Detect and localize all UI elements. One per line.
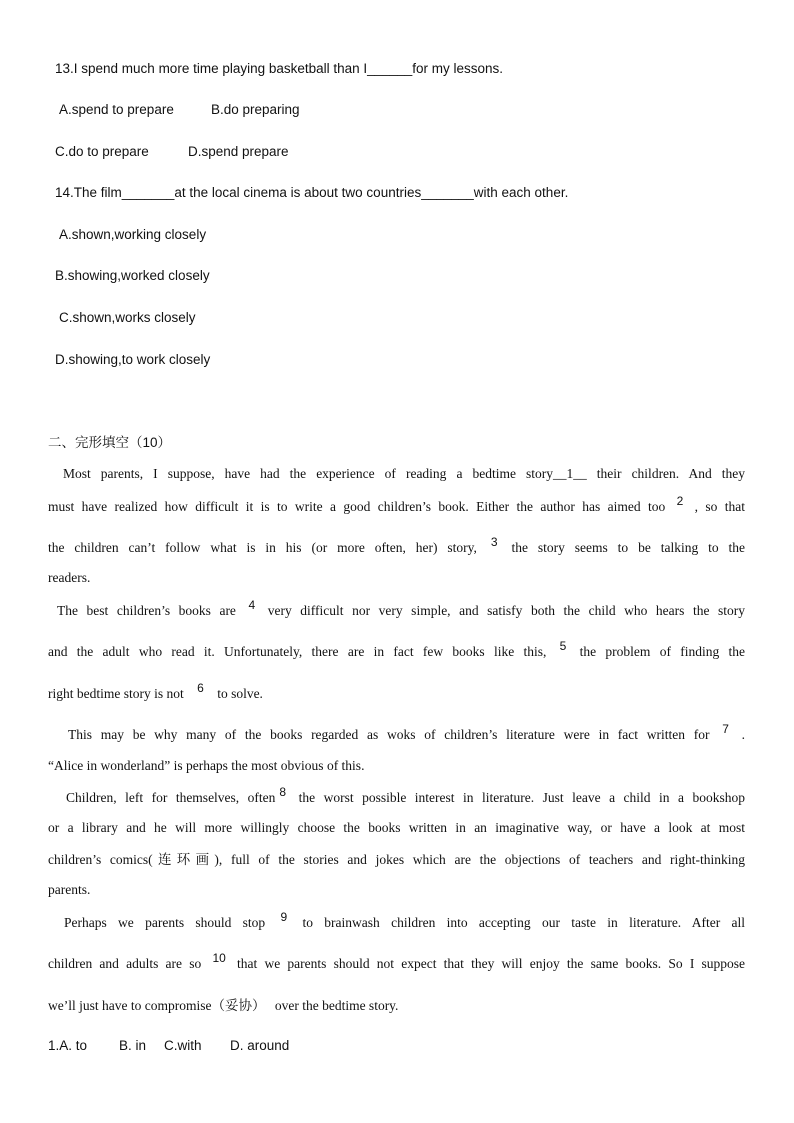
question-13-option-d: D.spend prepare	[188, 144, 289, 159]
passage-p5-line3: we’ll just have to compromise（妥协） over the bedtime story.	[48, 998, 399, 1013]
blank-number: 4	[248, 598, 256, 612]
cloze-q1-option-d: D. around	[230, 1038, 290, 1053]
passage-p4-line3: children’s comics(连环画), full of the stories and jokes which are the objections of teachers and right-thinking	[48, 852, 745, 867]
cloze-q1-option-a: 1.A. to	[48, 1038, 88, 1053]
cloze-q1-option-c: C.with	[164, 1038, 202, 1053]
question-14-option-c: C.shown,works closely	[59, 310, 196, 325]
passage-p4-line4: parents.	[48, 882, 91, 897]
blank-number: 5	[559, 639, 567, 653]
blank-number: 3	[490, 535, 498, 549]
passage-p1-line2: must have realized how difficult it is to write a good children’s book. Either the author has aimed too 2 , so that	[48, 494, 746, 514]
question-14-option-a: A.shown,working closely	[59, 227, 207, 242]
blank-number: 10	[212, 951, 226, 965]
passage-p4-line1: Children, left for themselves, often 8 the worst possible interest in literature. Just leave a child in a bookshop	[66, 785, 746, 805]
blank-number: 8	[279, 785, 287, 799]
passage-p4-line2: or a library and he will more willingly choose the books written in an imaginative way, or have a look at most	[48, 820, 745, 835]
passage-p2-line2: and the adult who read it. Unfortunately, there are in fact few books like this, 5 the problem of finding the	[48, 639, 746, 659]
passage-p1-line4: readers.	[48, 570, 91, 585]
blank-number: 7	[722, 722, 729, 736]
cloze-q1-option-b: B. in	[119, 1038, 147, 1053]
blank-number: 6	[197, 681, 204, 695]
passage-p2-line1: The best children’s books are 4 very difficult nor very simple, and satisfy both the child who hears the story	[57, 598, 746, 618]
question-13-option-a: A.spend to prepare	[59, 102, 174, 117]
question-14-option-b: B.showing,worked closely	[55, 268, 210, 283]
question-13-stem: 13.I spend much more time playing basketball than I______for my lessons.	[55, 61, 503, 76]
question-14-stem: 14.The film_______at the local cinema is about two countries_______with each other.	[55, 185, 569, 200]
question-14-option-d: D.showing,to work closely	[55, 352, 211, 367]
section-heading: 二、完形填空（10）	[48, 435, 172, 450]
blank-number: 9	[280, 910, 288, 924]
question-13-option-b: B.do preparing	[211, 102, 300, 117]
passage-p5-line1: Perhaps we parents should stop 9 to brainwash children into accepting our taste in literature. After all	[64, 910, 746, 930]
passage-p1-line1: Most parents, I suppose, have had the experience of reading a bedtime story__1__ their children. And they	[63, 466, 745, 481]
blank-number: 2	[676, 494, 684, 508]
passage-p3-line2: “Alice in wonderland” is perhaps the most obvious of this.	[48, 758, 365, 773]
question-13-option-c: C.do to prepare	[55, 144, 149, 159]
passage-p2-line3: right bedtime story is not 6 to solve.	[48, 681, 263, 701]
passage-p3-line1: This may be why many of the books regarded as woks of children’s literature were in fact written for 7 .	[68, 722, 746, 742]
passage-p5-line2: children and adults are so 10 that we parents should not expect that they will enjoy the same books. So I suppose	[48, 951, 746, 971]
passage-p1-line3: the children can’t follow what is in his (or more often, her) story, 3 the story seems to be talking to the	[48, 535, 746, 555]
